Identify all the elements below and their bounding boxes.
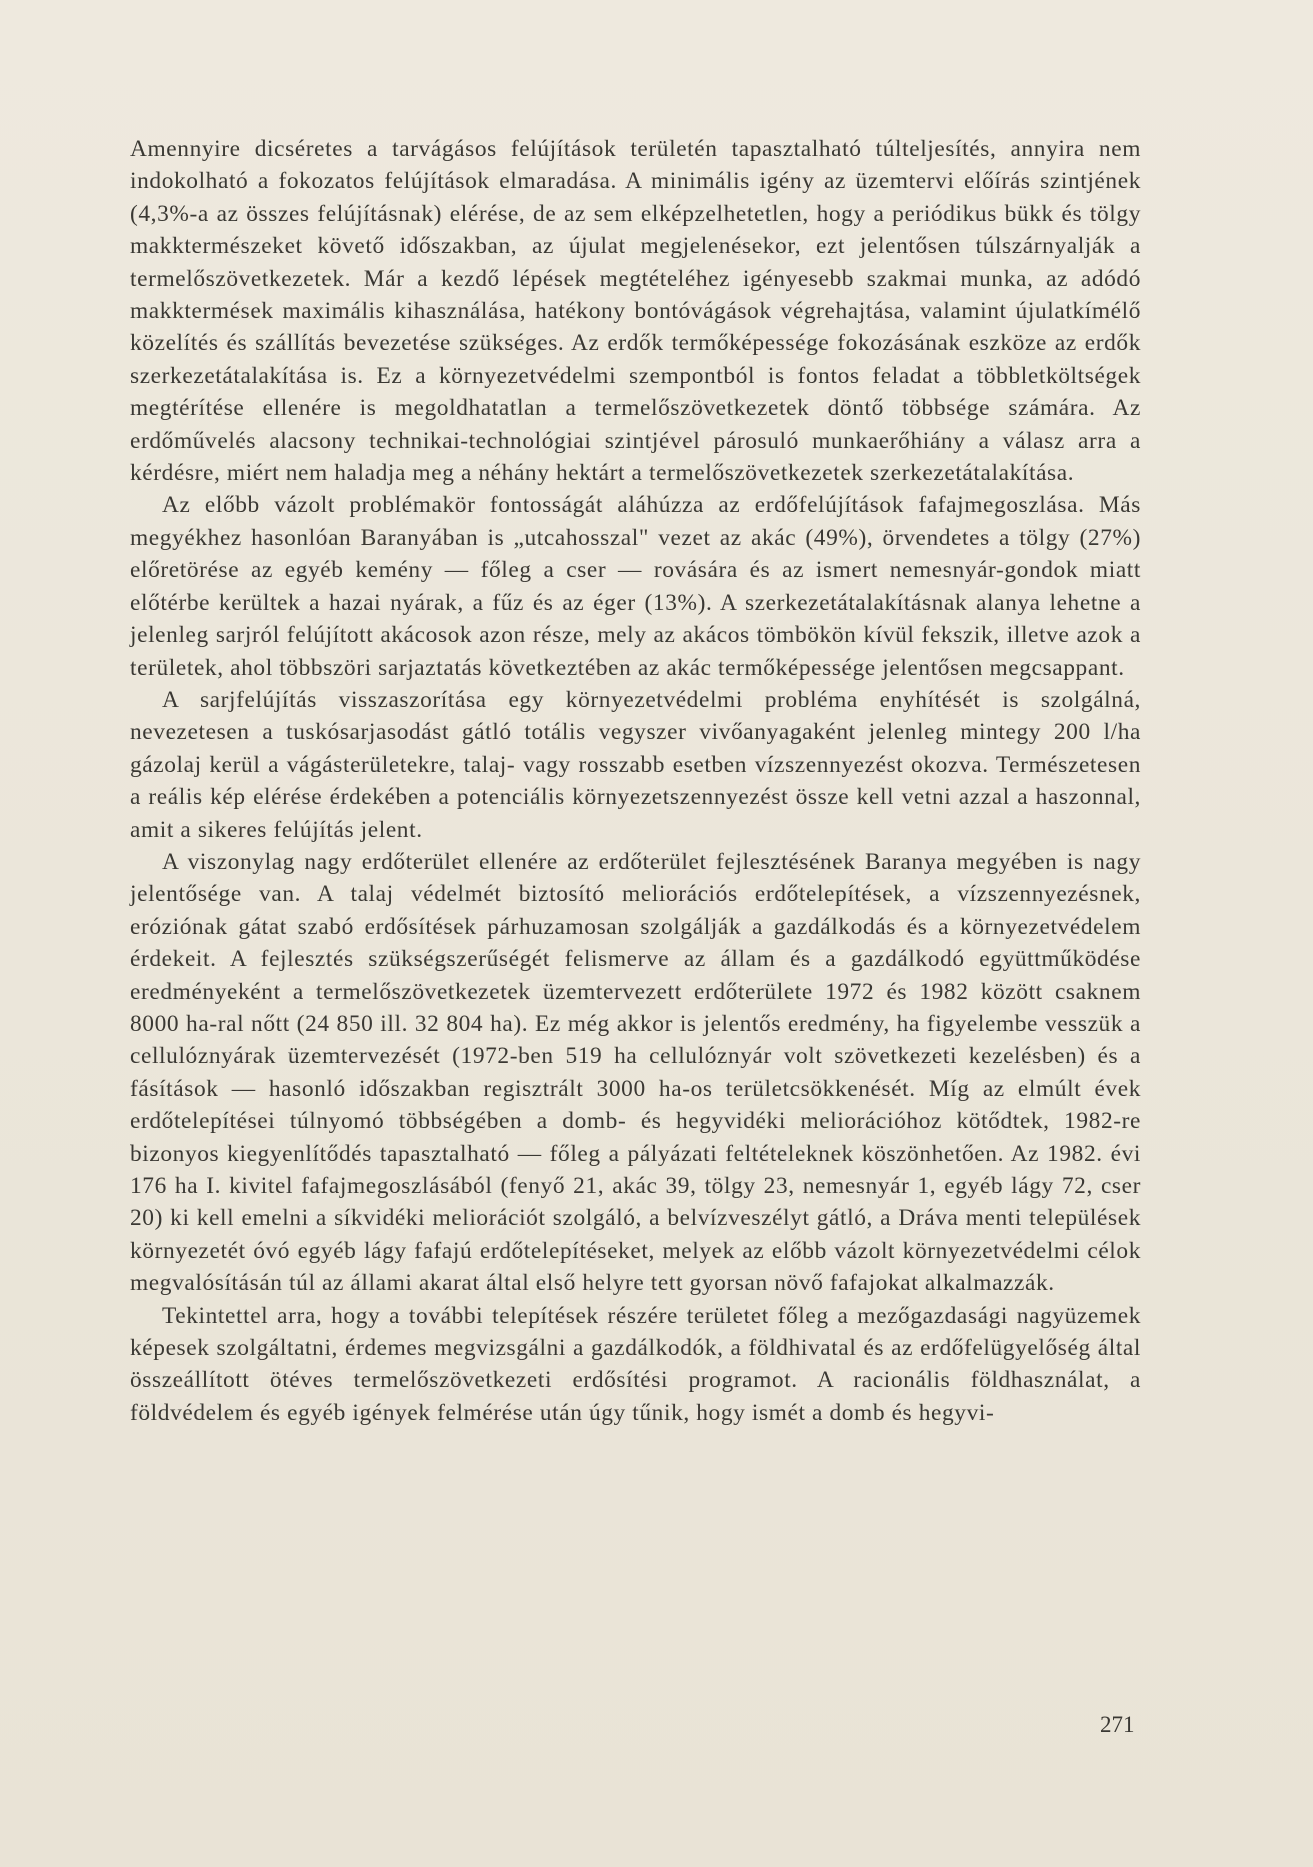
body-text <box>130 133 1141 1429</box>
paragraph: Tekintettel arra, hogy a további telepítések részére területet főleg a mezőgazdasági nagyüzemek képesek szolgáltatni, érdemes megvizsgálni a gazdálkodók, a földhivatal és az erdőfelügyelőség által összeállított ötéves termelőszövetkezeti erdősítési programot. A racionális földhasználat, a földvédelem és egyéb igények felmérése után úgy tűnik, hogy ismét a domb és hegyvi- <box>130 1302 1141 1426</box>
paragraph: A viszonylag nagy erdőterület ellenére az erdőterület fejlesztésének Baranya megyében is nagy jelentősége van. A talaj védelmét biztosító meliorációs erdőtelepítések, a vízszennyezésnek, eróziónak gátat szabó erdősítések párhuzamosan szolgálják a gazdálkodás és a környezetvédelem érdekeit. A fejlesztés szükségszerűségét felismerve az állam és a gazdálkodó együttműködése eredményeként a termelőszövetkezetek üzemtervezett erdőterülete 1972 és 1982 között csaknem 8000 ha-ral nőtt (24 850 ill. 32 804 ha). Ez még akkor is jelentős eredmény, ha figyelembe vesszük a cellulóznyárak üzemtervezését (1972-ben 519 ha cellulóznyár volt szövetkezeti kezelésben) és a fásítások — hasonló időszakban regisztrált 3000 ha-os területcsökkenését. Míg az elmúlt évek erdőtelepítései túlnyomó többségében a domb- és hegyvidéki meliorációhoz kötődtek, 1982-re bizonyos kiegyenlítődés tapasztalható — főleg a pályázati feltételeknek köszönhetően. Az 1982. évi 176 ha I. kivitel fafajmegoszlásából (fenyő 21, akác 39, tölgy 23, nemesnyár 1, egyéb lágy 72, cser 20) ki kell emelni a síkvidéki meliorációt szolgáló, a belvízveszélyt gátló, a Dráva menti települések környezetét óvó egyéb lágy fafajú erdőtelepítéseket, melyek az előbb vázolt környezetvédelmi célok megvalósításán túl az állami akarat által első helyre tett gyorsan növő fafajokat alkalmazzák. <box>130 848 1141 1297</box>
paragraph: Az előbb vázolt problémakör fontosságát aláhúzza az erdőfelújítások fafajmegoszlása. Más megyékhez hasonlóan Baranyában is „utcahosszal" vezet az akác (49%), örvendetes a tölgy (27%) előretörése az egyéb kemény — főleg a cser — rovására és az ismert nemesnyár-gondok miatt előtérbe kerültek a hazai nyárak, a fűz és az éger (13%). A szerkezetátalakításnak alanya lehetne a jelenleg sarjról felújított akácosok azon része, mely az akácos tömbökön kívül fekszik, illetve azok a területek, ahol többszöri sarjaztatás következtében az akác termőképessége jelentősen megcsappant. <box>130 492 1141 681</box>
paragraph: Amennyire dicséretes a tarvágásos felújítások területén tapasztalható túlteljesítés, annyira nem indokolható a fokozatos felújítások elmaradása. A minimális igény az üzemtervi előírás szintjének (4,3%-a az összes felújításnak) elérése, de az sem elképzelhetetlen, hogy a periódikus bükk és tölgy makktermészeket követő időszakban, az újulat megjelenésekor, ezt jelentősen túlszárnyalják a termelőszövetkezetek. Már a kezdő lépések megtételéhez igényesebb szakmai munka, az adódó makktermések maximális kihasználása, hatékony bontóvágások végrehajtása, valamint újulatkímélő közelítés és szállítás bevezetése szükséges. Az erdők termőképessége fokozásának eszköze az erdők szerkezetátalakítása is. Ez a környezetvédelmi szempontból is fontos feladat a többletköltségek megtérítése ellenére is megoldhatatlan a termelőszövetkezetek döntő többsége számára. Az erdőművelés alacsony technikai-technológiai szintjével párosuló munkaerőhiány a válasz arra a kérdésre, miért nem haladja meg a néhány hektárt a termelőszövetkezetek szerkezetátalakítása. <box>130 136 1141 487</box>
page-number: 271 <box>1100 1712 1135 1737</box>
paragraph: A sarjfelújítás visszaszorítása egy környezetvédelmi probléma enyhítését is szolgálná, nevezetesen a tuskósarjasodást gátló totális vegyszer vivőanyagaként jelenleg mintegy 200 l/ha gázolaj kerül a vágásterületekre, talaj- vagy rosszabb esetben vízszennyezést okozva. Természetesen a reális kép elérése érdekében a potenciális környezetszennyezést össze kell vetni azzal a haszonnal, amit a sikeres felújítás jelent. <box>130 686 1141 843</box>
